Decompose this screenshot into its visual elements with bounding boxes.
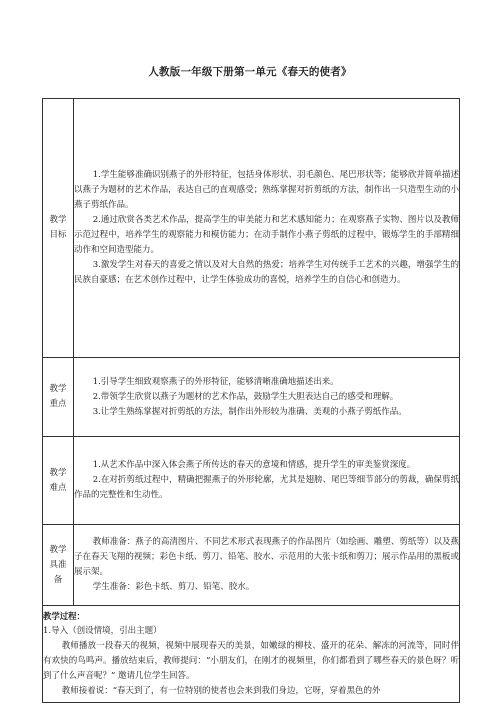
label-line: 教学	[49, 384, 67, 394]
label-line: 教学	[49, 215, 67, 225]
row-label-difficulties	[43, 437, 74, 525]
key-point-paragraph: 2.带领学生欣赏以燕子为题材的艺术作品，鼓励学生大胆表达自己的感受和理解。	[92, 391, 399, 402]
difficulty-paragraph: 2.在对折剪纸过程中，精确把握燕子的外形轮廓，尤其是翅膀、尾巴等细节部分的剪裁，确保剪纸作品的完整性和生动性。	[74, 475, 459, 500]
label-line: 目标	[49, 230, 67, 240]
key-point-paragraph: 1.引导学生细致观察燕子的外形特征，能够清晰准确地描述出来。	[92, 376, 339, 387]
process-heading: 教学过程：	[43, 611, 85, 621]
process-paragraph: 教师接着说：“春天到了，有一位特别的使者也会来到我们身边，它呀，穿着黑色的外	[61, 686, 381, 696]
difficulty-paragraph: 1.从艺术作品中深入体会燕子所传达的春天的意境和情感，提升学生的审美鉴赏深度。	[92, 460, 416, 470]
label-line: 难点	[49, 482, 67, 493]
difficulties-content	[74, 437, 460, 525]
process-content	[43, 606, 460, 703]
label-line: 重点	[49, 399, 67, 409]
goal-paragraph: 2.通过欣赏各类艺术作品，提高学生的审美能力和艺术感知能力；在观察燕子实物、图片以及教师示范过程中，培养学生的观察能力和模仿能力；在动手制作小燕子剪纸的过程中，锻炼学生的手部精细动作和空间造型能力。	[74, 215, 459, 255]
key-point-paragraph: 3.让学生熟练掌握对折剪纸的方法，制作出外形较为准确、美观的小燕子剪纸作品。	[92, 406, 407, 417]
goals-content	[74, 99, 460, 358]
goal-paragraph: 1.学生能够准确识别燕子的外形特征，包括身体形状、羽毛颜色、尾巴形状等；能够欣并简单描述以燕子为题材的艺术作品，表达自己的直观感受；熟练掌握对折剪纸的方法，制作出一只造型生动的小燕子剪纸作品。	[74, 170, 459, 210]
label-line: 备	[53, 574, 63, 585]
table-row-process	[43, 606, 460, 703]
table-row-goals	[43, 99, 460, 358]
process-step-title: 1.导入（创设情境，引出主题）	[43, 626, 162, 636]
table-row-preparation	[43, 525, 460, 606]
row-label-goals	[43, 99, 74, 358]
preparation-paragraph: 教师准备：燕子的高清图片、不同艺术形式表现燕子的作品图片（如绘画、雕塑、剪纸等）以及燕子在春天飞翔的视频；彩色卡纸、剪刀、铅笔、胶水、示范用的大张卡纸和剪刀；展示作品用的黑板或展示架。	[74, 537, 459, 577]
label-line: 具准	[49, 559, 67, 570]
row-label-preparation	[43, 525, 74, 606]
process-paragraph: 教师播放一段春天的视频，视频中展现春天的美景，如嫩绿的柳枝、盛开的花朵、解冻的河流等，同时伴有欢快的鸟鸣声。播放结束后，教师提问：“小朋友们，在刚才的视频里，你们都看到了哪些春天的景色呀？听到了什么声音呢？” 邀请几位学生回答。	[43, 641, 459, 681]
lesson-plan-table	[42, 98, 460, 703]
preparation-paragraph: 学生准备：彩色卡纸、剪刀、铅笔、胶水。	[92, 582, 255, 592]
key-points-content	[74, 358, 460, 437]
document-title: 人教版一年级下册第一单元《春天的使者》	[148, 66, 352, 78]
table-row-key-points	[43, 358, 460, 437]
preparation-content	[74, 525, 460, 606]
label-line: 教学	[49, 544, 67, 555]
label-line: 教学	[49, 467, 67, 478]
row-label-key-points	[43, 358, 74, 437]
goal-paragraph: 3.激发学生对春天的喜爱之情以及对大自然的热爱；培养学生对传统手工艺术的兴趣，增强学生的民族自豪感；在艺术创作过程中，让学生体验成功的喜悦，培养学生的自信心和创造力。	[74, 260, 459, 285]
table-row-difficulties	[43, 437, 460, 525]
